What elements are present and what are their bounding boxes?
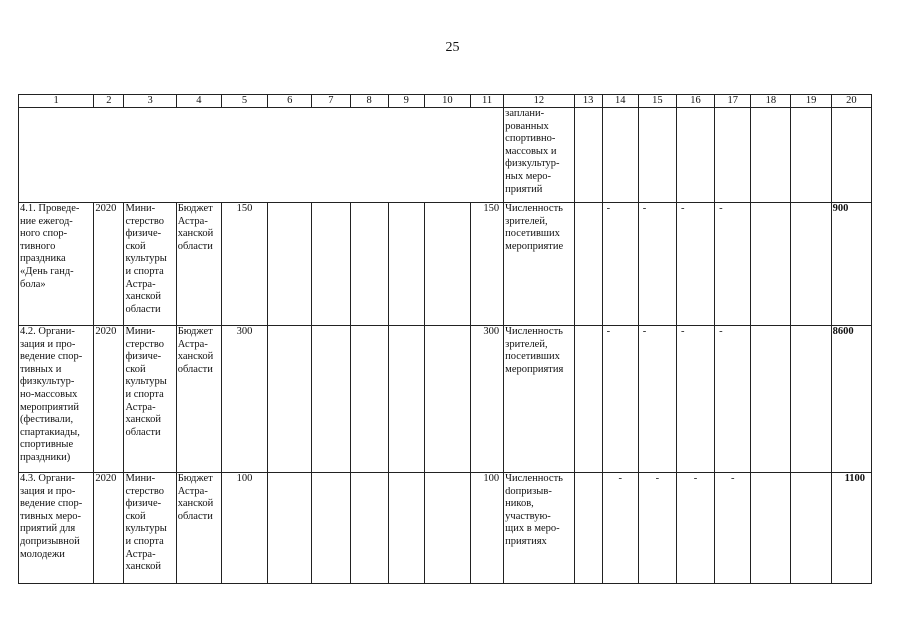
table-cell <box>791 473 831 584</box>
dash-cell: - <box>715 473 751 584</box>
indicator-cell: заплани- рованных спортивно- массовых и физкультур- ных меро- приятий <box>504 108 574 203</box>
table-cell <box>751 203 791 326</box>
header-cell: 13 <box>574 95 602 108</box>
header-cell: 11 <box>471 95 504 108</box>
activity-cell: 4.1. Проведе- ние ежегод- ного спор- тивного праздника «День ганд- бола» <box>19 203 94 326</box>
table-cell <box>424 473 470 584</box>
amount-cell: 300 <box>221 326 267 473</box>
amount-cell: 150 <box>471 203 504 326</box>
indicator-cell: Численность зрителей, посетивших мероприятия <box>504 326 574 473</box>
header-cell: 3 <box>124 95 176 108</box>
table-cell <box>388 326 424 473</box>
table-cell <box>791 108 831 203</box>
table-cell <box>388 203 424 326</box>
empty-merged-cell <box>19 108 504 203</box>
table-cell <box>574 108 602 203</box>
table-cell <box>268 326 312 473</box>
year-cell: 2020 <box>94 326 124 473</box>
header-cell: 14 <box>602 95 638 108</box>
table-cell <box>312 326 350 473</box>
table-cell <box>574 203 602 326</box>
table-cell <box>350 326 388 473</box>
header-cell: 6 <box>268 95 312 108</box>
header-cell: 4 <box>176 95 221 108</box>
table-row <box>19 326 872 473</box>
table-cell <box>638 108 676 203</box>
table-cell <box>791 203 831 326</box>
executor-cell: Мини- стерство физиче- ской культуры и спорта Астра- ханской области <box>124 326 176 473</box>
data-table <box>18 94 872 584</box>
dash-cell: - <box>676 326 714 473</box>
value-cell: 900 <box>831 203 871 326</box>
header-cell: 16 <box>676 95 714 108</box>
header-cell: 8 <box>350 95 388 108</box>
table-cell <box>751 326 791 473</box>
dash-cell: - <box>715 326 751 473</box>
header-cell: 12 <box>504 95 574 108</box>
table-cell <box>791 326 831 473</box>
amount-cell: 150 <box>221 203 267 326</box>
header-cell: 19 <box>791 95 831 108</box>
year-cell: 2020 <box>94 203 124 326</box>
dash-cell: - <box>638 326 676 473</box>
header-cell: 2 <box>94 95 124 108</box>
header-cell: 9 <box>388 95 424 108</box>
table-cell <box>831 108 871 203</box>
table-cell <box>751 473 791 584</box>
activity-cell: 4.3. Органи- зация и про- ведение спор- тивных меро- приятий для допризывной молодежи <box>19 473 94 584</box>
table-cell <box>268 203 312 326</box>
header-cell: 5 <box>221 95 267 108</box>
year-cell: 2020 <box>94 473 124 584</box>
indicator-cell: Численность dопризыв- ников, участвую- щих в меро- приятиях <box>504 473 574 584</box>
source-cell: Бюджет Астра- ханской области <box>176 473 221 584</box>
header-cell: 17 <box>715 95 751 108</box>
source-cell: Бюджет Астра- ханской области <box>176 203 221 326</box>
table-cell <box>312 473 350 584</box>
table-cell <box>676 108 714 203</box>
activity-cell: 4.2. Органи- зация и про- ведение спор- тивных и физкультур- но-массовых мероприятий (фестивали, спартакиады, спортивные праздники) <box>19 326 94 473</box>
header-row <box>19 95 872 108</box>
source-cell: Бюджет Астра- ханской области <box>176 326 221 473</box>
table-cell <box>424 203 470 326</box>
dash-cell: - <box>602 203 638 326</box>
table-cell <box>751 108 791 203</box>
table-cell <box>574 326 602 473</box>
dash-cell: - <box>602 473 638 584</box>
dash-cell: - <box>715 203 751 326</box>
table-cell <box>715 108 751 203</box>
amount-cell: 100 <box>471 473 504 584</box>
dash-cell: - <box>638 203 676 326</box>
table-cell <box>602 108 638 203</box>
continuation-row <box>19 108 872 203</box>
amount-cell: 300 <box>471 326 504 473</box>
value-cell: 1100 <box>831 473 871 584</box>
dash-cell: - <box>676 203 714 326</box>
table-cell <box>424 326 470 473</box>
dash-cell: - <box>638 473 676 584</box>
executor-cell: Мини- стерство физиче- ской культуры и спорта Астра- ханской области <box>124 203 176 326</box>
dash-cell: - <box>602 326 638 473</box>
table-row <box>19 473 872 584</box>
header-cell: 18 <box>751 95 791 108</box>
table-cell <box>574 473 602 584</box>
amount-cell: 100 <box>221 473 267 584</box>
header-cell: 1 <box>19 95 94 108</box>
table-row <box>19 203 872 326</box>
table-cell <box>312 203 350 326</box>
table-cell <box>350 203 388 326</box>
table-cell <box>268 473 312 584</box>
executor-cell: Мини- стерство физиче- ской культуры и спорта Астра- ханской <box>124 473 176 584</box>
table-cell <box>388 473 424 584</box>
header-cell: 20 <box>831 95 871 108</box>
table-cell <box>350 473 388 584</box>
value-cell: 8600 <box>831 326 871 473</box>
indicator-cell: Численность зрителей, посетивших мероприятие <box>504 203 574 326</box>
header-cell: 15 <box>638 95 676 108</box>
page-number: 25 <box>445 40 460 55</box>
header-cell: 7 <box>312 95 350 108</box>
header-cell: 10 <box>424 95 470 108</box>
dash-cell: - <box>676 473 714 584</box>
